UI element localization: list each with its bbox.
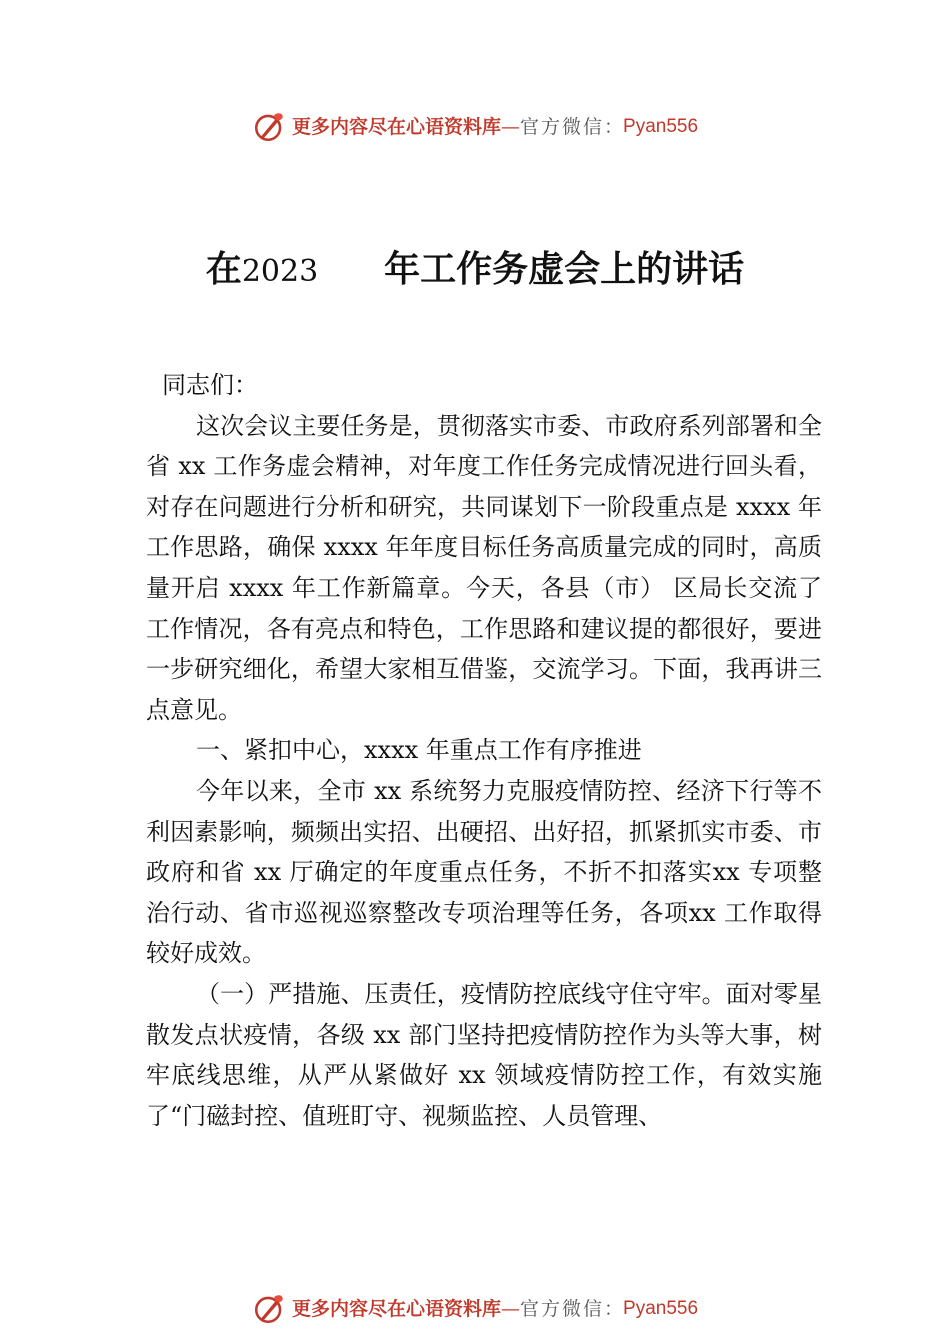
- paragraph-achievements: 今年以来，全市 xx 系统努力克服疫情防控、经济下行等不利因素影响，频频出实招、出硬招、出好招，抓紧抓实市委、市政府和省 xx 厅确定的年度重点任务，不折不扣落实xx 专项整治行动、省市巡视巡察整改专项治理等任务，各项xx 工作取得较好成效。: [146, 776, 822, 968]
- watermark-wechat-id: Pyan556: [623, 1298, 699, 1319]
- watermark-footer: [0, 1292, 950, 1326]
- paragraph-epidemic-control: （一）严措施、压责任，疫情防控底线守住守牢。面对零星散发点状疫情，各级 xx 部门坚持把疫情防控作为头等大事，树牢底线思维，从严从紧做好 xx 领域疫情防控工作，有效实施了“门磁封控、值班盯守、视频监控、人员管理、: [146, 979, 822, 1130]
- watermark-label: 官方微信: [519, 116, 604, 138]
- salutation: 同志们：: [162, 371, 258, 399]
- title-year: 2023: [241, 254, 319, 289]
- page-title: [0, 244, 950, 297]
- watermark-dash: —: [500, 116, 520, 138]
- paragraph-intro: 这次会议主要任务是，贯彻落实市委、市政府系列部署和全省 xx 工作务虚会精神，对年度工作任务完成情况进行回头看，对存在问题进行分析和研究，共同谋划下一阶段重点是 xxxx 年工作思路，确保 xxxx 年年度目标任务高质量完成的同时，高质量开启 xxxx 年工作新篇章。今天，各县（市） 区局长交流了工作情况，各有亮点和特色，工作思路和建议提的都很好，要进一步研究细化，希望大家相互借鉴，交流学习。下面，我再讲三点意见。: [146, 411, 822, 724]
- watermark-colon: ：: [604, 116, 624, 138]
- watermark-brand: 更多内容尽在心语资料库: [291, 116, 501, 138]
- watermark-dash: —: [500, 1298, 520, 1320]
- document-body: [146, 365, 822, 1136]
- watermark-header: [0, 110, 950, 144]
- watermark-brand: 更多内容尽在心语资料库: [291, 1298, 501, 1320]
- title-prefix: 在: [205, 248, 242, 290]
- watermark-colon: ：: [604, 1298, 624, 1320]
- title-text: 年工作务虚会上的讲话: [384, 248, 745, 290]
- feather-pen-logo-icon: [252, 1292, 286, 1326]
- watermark-label: 官方微信: [519, 1298, 604, 1320]
- section-heading-1: 一、紧扣中心，xxxx 年重点工作有序推进: [196, 736, 642, 765]
- feather-pen-logo-icon: [252, 110, 286, 144]
- watermark-wechat-id: Pyan556: [623, 116, 699, 137]
